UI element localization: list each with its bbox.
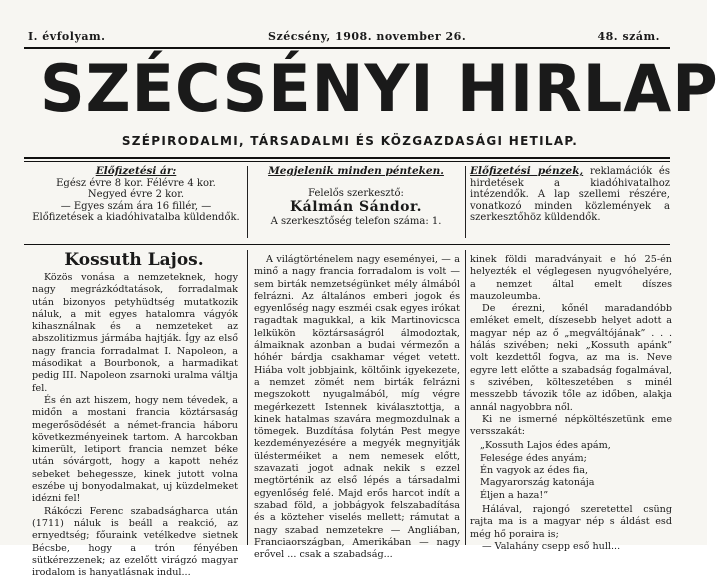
article-column-3: [470, 254, 672, 552]
volume-label: I. évfolyam.: [28, 30, 106, 43]
price-line: Egész évre 8 kor. Félévre 4 kor.: [56, 177, 216, 189]
poem-line: „Kossuth Lajos édes apám,: [480, 440, 611, 452]
editor-role: Felelős szerkesztő:: [308, 187, 404, 199]
header-divider-left: [247, 166, 248, 238]
article-title: Kossuth Lajos.: [64, 250, 204, 270]
price-line: Előfizetések a kiadóhivatalba küldendők.: [32, 212, 240, 223]
header-bottom-rule: [24, 244, 670, 245]
header-rule-lower: [24, 161, 670, 162]
publication-schedule: Megjelenik minden pénteken.: [268, 165, 444, 177]
article-paragraph: kinek földi maradványait e hó 25-én helyezték el véglegesen nyugvóhelyére, a nemzet által emelt díszes mauzoleumba.: [470, 254, 672, 302]
header-rule-upper: [24, 157, 670, 159]
top-info-line: [18, 28, 668, 46]
article-paragraph: Hálával, rajongó szeretettel csüng rajta ma is a magyar nép s áldást esd még hő poraira is;: [470, 503, 672, 540]
payments-heading: Előfizetési pénzek,: [470, 165, 584, 177]
payments-text: reklamációk és hirdetések a kiadóhivatalhoz intézendők. A lap szellemi részére, vonatkozó minden közlemények a szerkesztőhöz küldendők.: [470, 166, 670, 223]
article-paragraph: Rákóczi Ferenc szabadságharca után (1711) náluk is beáll a reakció, az ernyedtség; főuraink vetélkedve sietnek Bécsbe, hogy a trón fényében sütkérezzenek; az ezelőtt virágzó magyar irodalom is hanyatlásnak indul...: [32, 505, 238, 579]
column-divider-2: [465, 250, 466, 545]
masthead-title: SZÉCSÉNYI HIRLAP: [40, 50, 719, 127]
article-paragraph: A világtörténelem nagy eseményei, — a minő a nagy francia forradalom is volt — sem birták nemzetségünket mély álmából felrázni. Az általános emberi jogok és egyenlőség nagy eszméi csak egyes irókat ragadtak magukkal, a kik Martinovicsca lelkükön köztársaságról álmodoztak, álmaiknak azonban a budai vérmezőn a hóhér bárdja csakhamar véget vetett. Hiába volt jobbjaink, költőink igyekezete, a nemzet zömét nem birták felrázni megszokott nyugalmából, míg végre megérkezett Istennek kiválasztottja, a kinek hatalmas szavára megmozdulnak a tömegek. Buzdítása folytán Pest megye kezdeményezésére a megyék megnyitják ülésterméiket a nem nemesek előtt, szavazati jogot adnak nekik s ezzel megtörténik az első lépés a társadalmi egyenlőség felé. Majd erős harcot indít a szabad föld, a jobbágyok felszabadítása és a közteher viselés mellett; rámutat a nagy szabad nemzetekre — Angliában, Franciaországban, Amerikában — nagy erővel ... csak a szabadság...: [254, 254, 460, 561]
poem-line: Magyarország katonája: [480, 477, 595, 489]
editor-box: [252, 166, 460, 242]
subscription-price-box: [28, 166, 244, 242]
header-divider-right: [465, 166, 466, 238]
folk-poem: [480, 440, 672, 501]
dateline: Szécsény, 1908. november 26.: [268, 30, 467, 43]
issue-number: 48. szám.: [597, 30, 660, 43]
poem-line: Én vagyok az édes fia,: [480, 465, 589, 477]
editorial-phone: A szerkesztőség telefon száma: 1.: [270, 215, 442, 227]
article-paragraph: De érezni, kőnél maradandóbb emléket emelt, díszesebb helyet adott a magyar nép az ő „megváltójának” . . . hálás szivében; neki „Kossuth apánk” volt kezdettől fogva, az ma is. Neve egyre lett előtte a szabadság fogalmával, s szivében, költeszetében s minél messzebb távozik tőle az időben, alakja annál nagyobbra nől.: [470, 303, 672, 413]
article-paragraph: Ki ne ismerné népköltészetünk eme versszakát:: [470, 413, 672, 438]
price-line: Negyed évre 2 kor.: [87, 189, 185, 200]
poem-line: Felesége édes anyám;: [480, 452, 587, 464]
editor-name: Kálmán Sándor.: [290, 199, 422, 215]
price-line: — Egyes szám ára 16 fillér, —: [60, 200, 212, 212]
article-paragraph: — Valahány csepp eső hull...: [482, 540, 621, 552]
article-column-1: [32, 272, 238, 579]
payments-box: [470, 166, 670, 242]
article-paragraph: Közös vonása a nemzeteknek, hogy nagy megrázkódtatások, forradalmak után bizonyos petyhüdtség mutatkozik náluk, a mit egyes hatalomra vágyók kihasználnak és a nemzeteket az abszolitizmus jármába hajtják. Így az első nagy francia forradalmat I. Napoleon, a másodikat a Bourbonok, a harmadikat pedig III. Napoleon zsarnoki uralma váltja fel.: [32, 272, 238, 394]
poem-line: Éljen a haza!”: [480, 489, 549, 501]
article-column-2: [254, 254, 460, 561]
masthead-subtitle: SZÉPIRODALMI, TÁRSADALMI ÉS KÖZGAZDASÁGI HETILAP.: [121, 134, 579, 148]
column-divider-1: [247, 250, 248, 545]
top-rule: [24, 47, 670, 49]
article-paragraph: És én azt hiszem, hogy nem tévedek, a midőn a mostani francia köztársaság megerősödését a német-francia háboru következményeinek tartom. A harcokban kimerült, letiport francia nemzet béke után sóvárgott, hogy a kapott nehéz sebeket behegessze, kinek jutott volna eszébe uj bonyodalmakat, uj küzdelmeket idézni fel!: [32, 394, 238, 505]
subscription-price-heading: Előfizetési ár:: [95, 165, 177, 177]
